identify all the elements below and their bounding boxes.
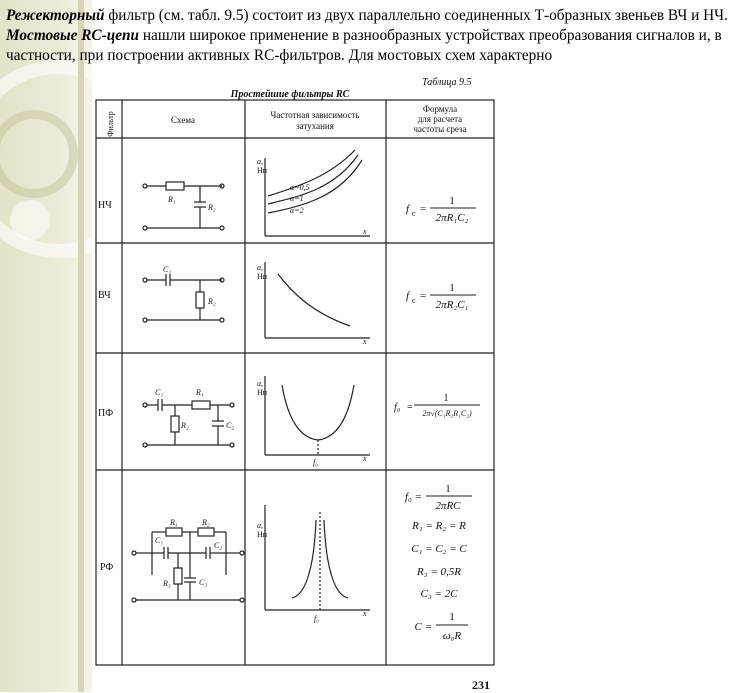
formula-c3: C₃ = 2C (420, 588, 458, 600)
formula-c-numerator: 1 (449, 611, 455, 623)
header-filter: Фильтр (106, 111, 115, 137)
graph-bandpass (265, 376, 370, 455)
formula-equals: = (420, 203, 427, 215)
header-response-line1: Частотная зависимость (270, 110, 360, 120)
formula-subscript: с (412, 209, 416, 218)
header-formula-line2: для расчета (417, 114, 463, 124)
formula-r-equality: R₁ = R₂ = R (412, 520, 466, 532)
formula-c-lhs: C = (414, 621, 432, 633)
formula-subscript: с (412, 296, 416, 305)
formula-r3: R₃ = 0,5R (417, 566, 461, 578)
component-label: C₁ (155, 388, 164, 397)
component-label: R₁ (168, 195, 176, 204)
axis-y-label: a, (257, 263, 263, 272)
scheme-notch (132, 528, 244, 602)
axis-x-label: x (363, 609, 367, 618)
component-label: R₂ (208, 203, 216, 212)
term-notch: Режекторный (6, 7, 105, 24)
frequency-label: f₀ (313, 458, 319, 467)
curve-label: α=0,5 (290, 183, 310, 192)
curve-label: α=1 (290, 194, 304, 203)
formula-lhs: f (406, 203, 410, 215)
header-scheme: Схема (171, 115, 195, 125)
table-caption-number: Таблица 9.5 (422, 77, 472, 88)
table-title: Простейшие фильтры RC (230, 89, 350, 100)
formula-c-denominator: ω₀R (442, 630, 462, 642)
axis-x-label: x (363, 337, 367, 346)
row-label-notch: РФ (100, 562, 114, 573)
header-response-line2: затухания (296, 121, 334, 131)
row-label-bandpass: ПФ (98, 408, 114, 419)
formula-numerator: 1 (449, 282, 455, 294)
formula-denominator: 2πR₁C₂ (435, 212, 469, 224)
formula-equals: = (420, 290, 427, 302)
formula-lhs: f (406, 290, 410, 302)
component-label: R₂ (202, 518, 210, 527)
header-formula-line1: Формула (422, 104, 458, 114)
axis-y-label: a, (257, 379, 263, 388)
formula-f0-denominator: 2πRC (435, 500, 461, 512)
component-label: R₂ (208, 297, 216, 306)
header-formula-line3: частоты среза (413, 124, 467, 134)
axis-x-label: x (363, 227, 367, 236)
component-label: C₂ (214, 541, 223, 550)
axis-y-label: a, (257, 521, 263, 530)
formula-numerator: 1 (449, 195, 455, 207)
component-label: C₁ (163, 265, 172, 274)
row-label-lowpass: НЧ (98, 200, 112, 211)
component-label: R₃ (163, 579, 171, 588)
formula-f0-numerator: 1 (445, 483, 451, 495)
formula-denominator: 2π√(C₁R₂R₁C₂) (422, 409, 472, 418)
axis-y-unit: Нп (257, 166, 268, 175)
paragraph-bridge-text: нашли широкое применение в разнообразных устройствах преобразования сигналов и, в частности, при построении активных RC-фильтров. Для мостовых схем характерно (6, 27, 722, 64)
notch-formulas (405, 483, 472, 642)
axis-y-label: a, (257, 157, 263, 166)
paragraph-notch-text: фильтр (см. табл. 9.5) состоит из двух параллельно соединенных Т-образных звеньев ВЧ и НЧ. (104, 7, 728, 24)
row-label-highpass: ВЧ (98, 290, 111, 301)
page-number: 231 (472, 678, 490, 692)
component-label: C₁ (155, 536, 164, 545)
component-label: C₂ (226, 421, 235, 430)
axis-y-unit: Нп (257, 530, 268, 539)
frequency-label: f₀ (314, 614, 320, 623)
curve-label: α=2 (290, 206, 304, 215)
component-label: R₁ (196, 388, 204, 397)
axis-y-unit: Нп (257, 388, 268, 397)
axis-x-label: x (363, 454, 367, 463)
graph-notch (265, 505, 370, 610)
formula-lhs: f₀ (394, 402, 401, 413)
component-label: C₃ (199, 578, 208, 587)
component-label: R₁ (170, 518, 178, 527)
formula-f0-lhs: f₀ = (404, 491, 422, 503)
formula-equals: = (407, 402, 413, 413)
graph-highpass (265, 262, 370, 338)
axis-y-unit: Нп (257, 272, 268, 281)
component-label: R₂ (181, 421, 189, 430)
formula-numerator: 1 (443, 393, 449, 404)
graph-lowpass (265, 150, 370, 236)
term-bridge: Мостовые RC-цепи (6, 27, 140, 44)
formula-denominator: 2πR₂C₁ (435, 299, 469, 311)
formula-c-equality: C₁ = C₂ = C (411, 543, 467, 555)
